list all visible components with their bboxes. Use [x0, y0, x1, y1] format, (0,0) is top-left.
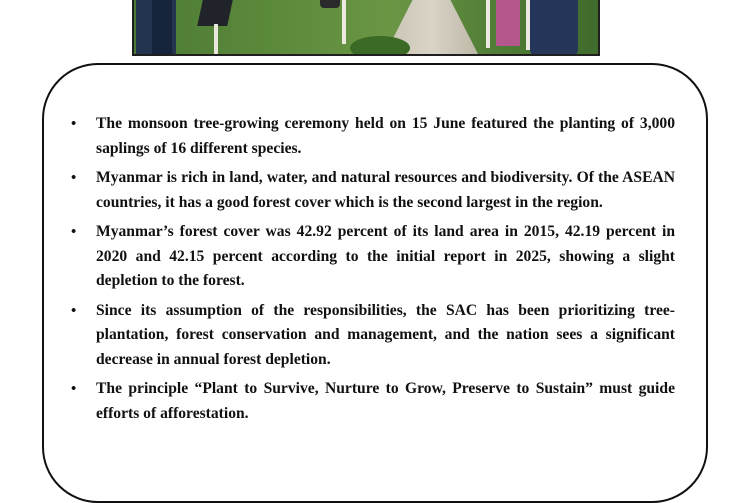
photo-stake — [214, 24, 218, 56]
bullet-icon: • — [71, 224, 77, 240]
photo-signboard — [197, 0, 233, 26]
list-item — [70, 299, 675, 373]
key-points-list — [70, 112, 675, 431]
list-item — [70, 377, 675, 426]
list-item-text: Myanmar is rich in land, water, and natural resources and biodiversity. Of the ASEAN countries, it has a good forest cover which is the second largest in the region. — [96, 169, 675, 211]
list-item — [70, 112, 675, 161]
photo-person-pink — [496, 0, 520, 46]
bullet-icon: • — [71, 170, 77, 186]
list-item-text: The principle “Plant to Survive, Nurture to Grow, Preserve to Sustain” must guide efforts of afforestation. — [96, 380, 675, 422]
list-item-text: The monsoon tree-growing ceremony held on 15 June featured the planting of 3,000 saplings of 16 different species. — [96, 115, 675, 157]
list-item — [70, 166, 675, 215]
list-item — [70, 220, 675, 294]
photo-stake — [342, 0, 346, 44]
bullet-icon: • — [71, 116, 77, 132]
list-item-text: Myanmar’s forest cover was 42.92 percent of its land area in 2015, 42.19 percent in 2020 and 42.15 percent according to the initial report in 2025, showing a slight depletion to the forest. — [96, 223, 675, 289]
photo-bush — [350, 36, 410, 56]
photo-stake — [486, 0, 490, 48]
bullet-icon: • — [71, 381, 77, 397]
bullet-icon: • — [71, 302, 77, 319]
photo-person-left-shadow — [152, 0, 172, 56]
photo-tree-planting-ceremony — [132, 0, 600, 56]
photo-person-feet — [320, 0, 340, 8]
photo-person-right — [530, 0, 578, 56]
list-item-text: Since its assumption of the responsibilities, the SAC has been prioritizing tree-plantation, forest conservation and management, and the nation sees a significant decrease in annual forest depletion. — [96, 301, 675, 368]
